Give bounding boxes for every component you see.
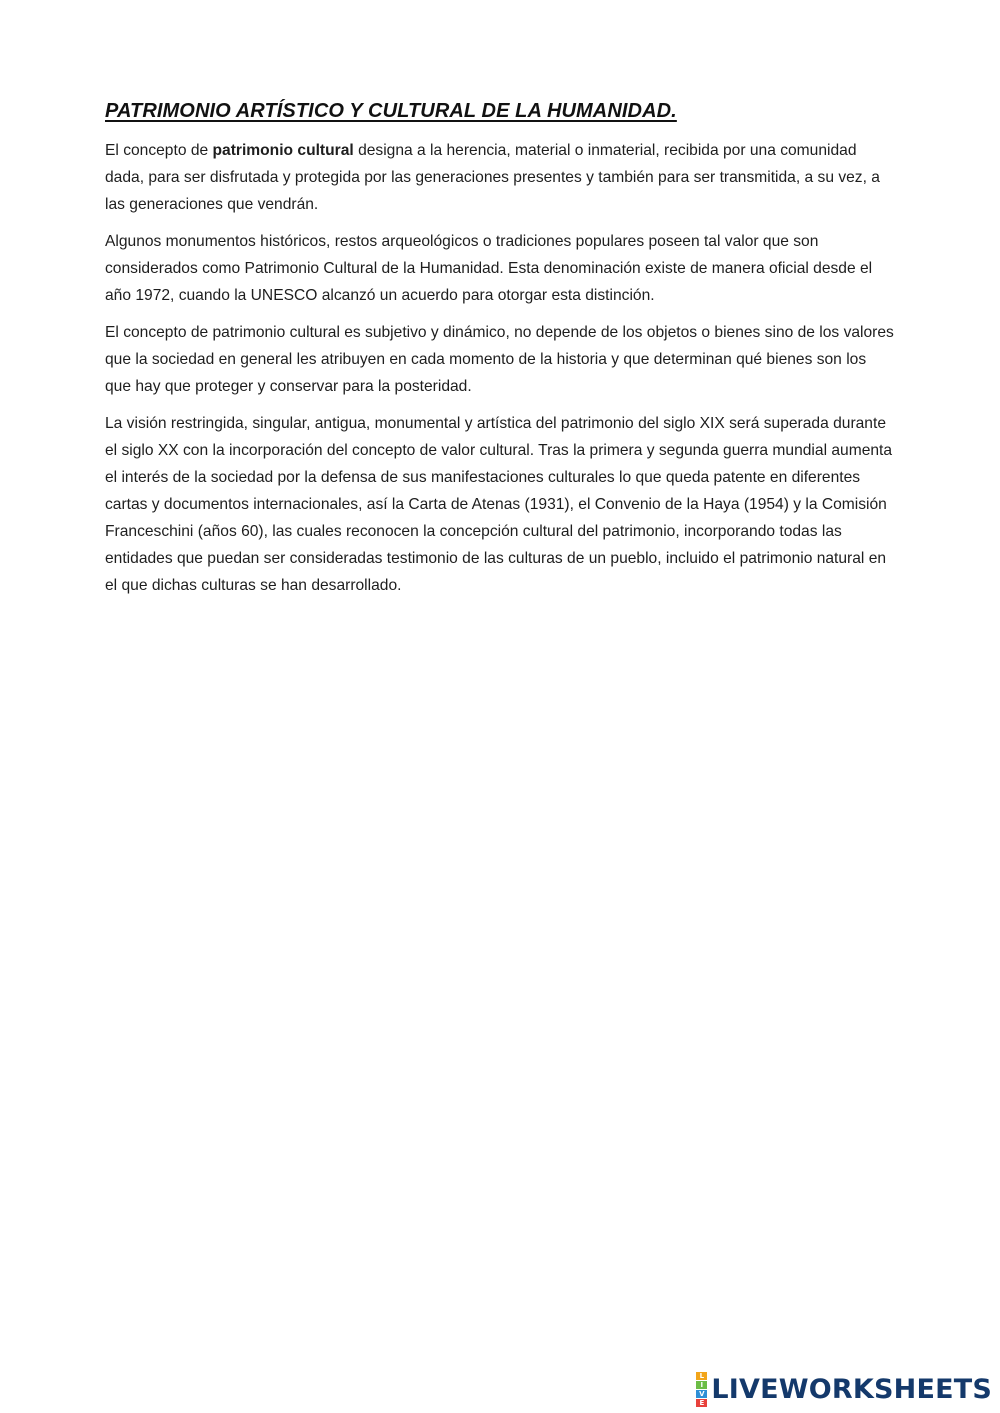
logo-block-v: V <box>696 1390 707 1398</box>
logo-block-i: I <box>696 1381 707 1389</box>
paragraph-1-bold-term: patrimonio cultural <box>212 142 354 159</box>
paragraph-3: El concepto de patrimonio cultural es subjetivo y dinámico, no depende de los objetos o bienes sino de los valores que la sociedad en general les atribuyen en cada momento de la historia y que determinan qué bienes son los que hay que proteger y conservar para la posteridad. <box>105 324 894 395</box>
logo-block-l: L <box>696 1372 707 1380</box>
paragraph-1 <box>105 137 895 218</box>
paragraph-1-rest: designa a la herencia, material o inmaterial, recibida por una comunidad dada, para ser disfrutada y protegida por las generaciones presentes y también para ser transmitida, a su vez, a las generaciones que vendrán. <box>105 142 880 213</box>
liveworksheets-logo <box>696 1372 992 1407</box>
logo-wordmark: LIVEWORKSHEETS <box>711 1374 992 1405</box>
live-blocks-icon <box>696 1372 707 1407</box>
paragraph-2: Algunos monumentos históricos, restos arqueológicos o tradiciones populares poseen tal valor que son considerados como Patrimonio Cultural de la Humanidad. Esta denominación existe de manera oficial desde el año 1972, cuando la UNESCO alcanzó un acuerdo para otorgar esta distinción. <box>105 233 873 304</box>
logo-block-e: E <box>696 1399 707 1407</box>
document-page <box>105 100 895 609</box>
page-title: PATRIMONIO ARTÍSTICO Y CULTURAL DE LA HUMANIDAD. <box>105 100 677 122</box>
paragraph-4: La visión restringida, singular, antigua, monumental y artística del patrimonio del siglo XIX será superada durante el siglo XX con la incorporación del concepto de valor cultural. Tras la primera y segunda guerra mundial aumenta el interés de la sociedad por la defensa de sus manifestaciones culturales lo que queda patente en diferentes cartas y documentos internacionales, así la Carta de Atenas (1931), el Convenio de la Haya (1954) y la Comisión Franceschini (años 60), las cuales reconocen la concepción cultural del patrimonio, incorporando todas las entidades que puedan ser consideradas testimonio de las culturas de un pueblo, incluido el patrimonio natural en el que dichas culturas se han desarrollado. <box>105 415 893 594</box>
paragraph-1-intro: El concepto de <box>105 142 213 159</box>
